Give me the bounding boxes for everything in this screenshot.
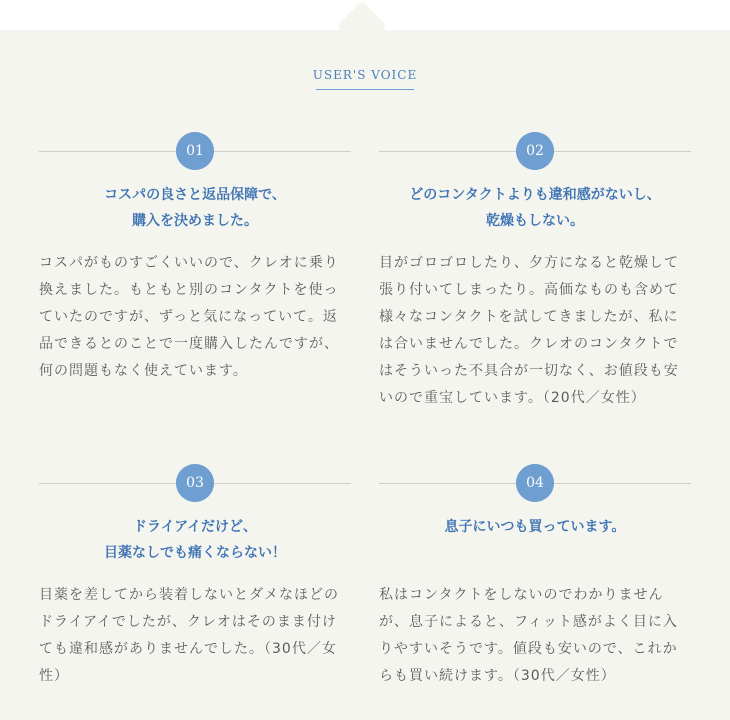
card-title-line: どのコンタクトよりも違和感がないし、 — [409, 187, 661, 203]
voice-card-02 — [379, 132, 691, 412]
card-header — [39, 464, 351, 504]
card-title-line: ドライアイだけど、 — [133, 519, 257, 535]
card-title — [39, 182, 351, 234]
card-title-line: 購入を決めました。 — [132, 213, 258, 229]
card-header — [379, 132, 691, 172]
card-title — [379, 182, 691, 234]
voice-card-03 — [39, 464, 351, 690]
number-badge: 02 — [516, 132, 554, 170]
card-title-line: 息子にいつも買っています。 — [444, 519, 626, 535]
card-title-line: 目薬なしでも痛くならない！ — [104, 545, 286, 561]
number-badge: 01 — [176, 132, 214, 170]
section-title-underline — [316, 89, 414, 90]
number-badge: 04 — [516, 464, 554, 502]
number-badge: 03 — [176, 464, 214, 502]
voice-card-04 — [379, 464, 691, 690]
card-body: 目がゴロゴロしたり、夕方になると乾燥して張り付いてしまったり。高価なものも含めて様々なコンタクトを試してきましたが、私には合いませんでした。クレオのコンタクトではそういった不具合が一切なく、お値段も安いので重宝しています。（20代／女性） — [379, 255, 679, 406]
card-title-line: コスパの良さと返品保障で、 — [104, 187, 286, 203]
card-body: 私はコンタクトをしないのでわかりませんが、息子によると、フィット感がよく目に入りやすいそうです。値段も安いので、これからも買い続けます。（30代／女性） — [379, 587, 678, 684]
card-header — [379, 464, 691, 504]
card-body: 目薬を差してから装着しないとダメなほどのドライアイでしたが、クレオはそのまま付けても違和感がありませんでした。（30代／女性） — [39, 587, 339, 684]
card-body: コスパがものすごくいいので、クレオに乗り換えました。もともと別のコンタクトを使っていたのですが、ずっと気になっていて。返品できるとのことで一度購入したんですが、何の問題もなく使えています。 — [39, 255, 339, 379]
card-header — [39, 132, 351, 172]
section-title: USER'S VOICE — [312, 68, 418, 82]
voice-card-01 — [39, 132, 351, 385]
card-title — [379, 514, 691, 540]
card-title — [39, 514, 351, 566]
card-title-line: 乾燥もしない。 — [486, 213, 584, 229]
